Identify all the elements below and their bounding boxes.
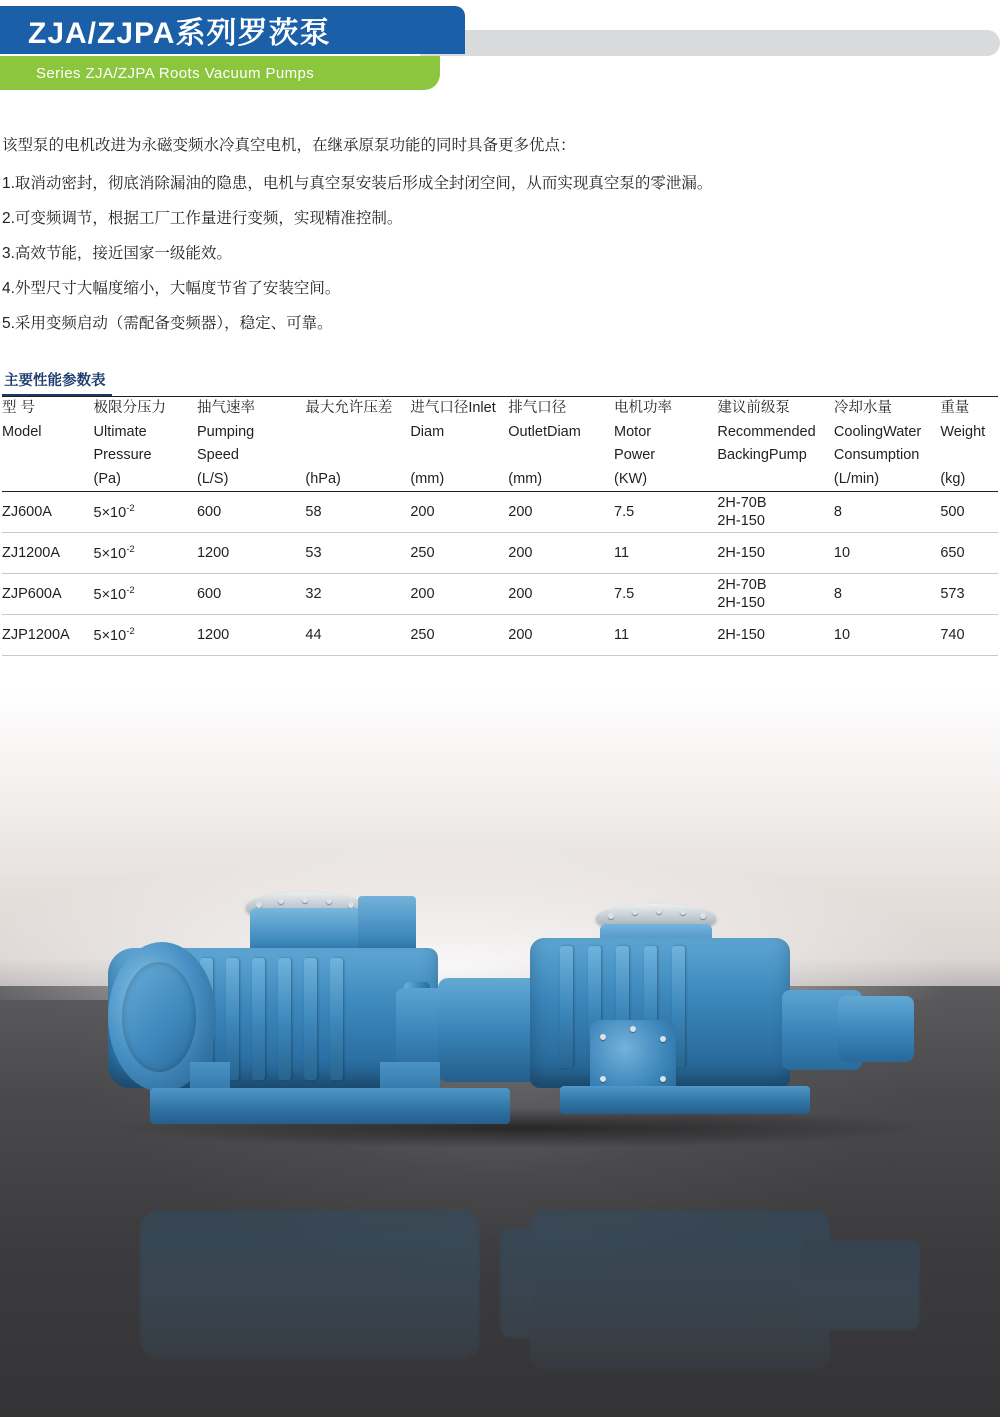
flange-bolt-icon <box>302 897 308 903</box>
page-title-cn: ZJA/ZJPA系列罗茨泵 <box>28 17 331 50</box>
intro-bullet-1: 1.取消动密封，彻底消除漏油的隐患，电机与真空泵安装后形成全封闭空间，从而实现真空泵的零泄漏。 <box>2 175 713 193</box>
th-ultimate-cn: 极限分压力 <box>93 400 167 417</box>
th-motor-en2: Power <box>614 447 656 464</box>
intro-lead: 该型泵的电机改进为永磁变频水冷真空电机，在继承原泵功能的同时具备更多优点： <box>2 137 576 154</box>
flange-bolt-icon <box>326 898 332 904</box>
left-pump-gearbox-cover <box>358 896 416 954</box>
cell-inlet: 250 <box>410 533 508 574</box>
flange-bolt-icon <box>632 909 638 915</box>
th-model-en: Model <box>2 423 42 440</box>
th-speed-en2: Speed <box>196 447 239 464</box>
flange-bolt-icon <box>680 909 686 915</box>
cell-speed: 600 <box>197 574 305 615</box>
cell-backing-line2: 2H-150 <box>717 595 765 612</box>
cell-model: ZJP1200A <box>2 615 94 656</box>
cell-motor: 11 <box>614 615 717 656</box>
cell-model: ZJ1200A <box>2 533 94 574</box>
th-inlet-en2 <box>410 444 508 467</box>
flange-bolt-icon <box>278 898 284 904</box>
cell-outlet: 200 <box>508 574 614 615</box>
cell-ultimate-base: 5×10 <box>93 627 127 644</box>
th-backing-en: Recommended <box>717 423 816 440</box>
th-backing-unit <box>717 468 834 492</box>
intro-section <box>0 134 1000 336</box>
spec-table-section <box>0 368 1000 656</box>
table-row <box>2 492 998 533</box>
cell-backing-line1: 2H-70B <box>717 494 767 511</box>
th-maxdiff-en <box>305 421 410 444</box>
th-speed-en: Pumping <box>196 423 255 440</box>
th-cooling-unit: (L/min) <box>833 470 880 487</box>
flange-bolt-icon <box>700 913 706 919</box>
cell-ultimate <box>94 574 197 615</box>
page-header <box>0 0 1000 96</box>
cell-backing-line2: 2H-150 <box>717 513 765 530</box>
th-inlet-unit: (mm) <box>410 470 445 487</box>
th-cooling-cn: 冷却水量 <box>833 400 892 417</box>
th-speed-cn: 抽气速率 <box>196 400 255 417</box>
cell-weight: 740 <box>940 615 998 656</box>
th-maxdiff-cn: 最大允许压差 <box>305 400 393 417</box>
th-weight-unit: (kg) <box>940 470 966 487</box>
cell-backing <box>717 574 834 615</box>
cell-backing: 2H-150 <box>717 533 834 574</box>
cell-ultimate <box>94 492 197 533</box>
spec-table <box>2 396 998 656</box>
cell-weight: 500 <box>940 492 998 533</box>
cell-maxdiff: 32 <box>305 574 410 615</box>
th-maxdiff-en2 <box>305 444 410 467</box>
header-subtitle-banner <box>0 56 440 90</box>
th-cooling-en: CoolingWater <box>833 423 922 440</box>
th-motor-en: Motor <box>614 423 652 440</box>
th-ultimate-en: Ultimate <box>93 423 147 440</box>
th-cooling-en2: Consumption <box>833 447 920 464</box>
cell-cooling: 8 <box>834 492 940 533</box>
cover-bolt-icon <box>600 1076 606 1082</box>
cell-speed: 1200 <box>197 615 305 656</box>
cell-inlet: 200 <box>410 492 508 533</box>
cell-outlet: 200 <box>508 533 614 574</box>
th-weight-cn: 重量 <box>940 400 970 417</box>
table-header-row-en <box>2 421 998 444</box>
th-ultimate-en2: Pressure <box>93 447 152 464</box>
th-inlet-en: Diam <box>410 423 445 440</box>
pump-floor-reflection <box>100 1120 930 1400</box>
th-speed-unit: (L/S) <box>196 470 229 487</box>
cell-backing <box>717 492 834 533</box>
page-title-en: Series ZJA/ZJPA Roots Vacuum Pumps <box>36 64 315 82</box>
cell-motor: 11 <box>614 533 717 574</box>
table-header-row-units <box>2 468 998 492</box>
cell-model: ZJ600A <box>2 492 94 533</box>
cover-bolt-icon <box>660 1036 666 1042</box>
th-maxdiff-unit: (hPa) <box>305 470 341 487</box>
th-outlet-en2 <box>508 444 614 467</box>
cell-ultimate-base: 5×10 <box>93 586 127 603</box>
cell-motor: 7.5 <box>614 492 717 533</box>
cover-bolt-icon <box>630 1026 636 1032</box>
table-header-row-cn <box>2 397 998 421</box>
cell-ultimate-exp: -2 <box>126 544 135 556</box>
th-model-unit <box>2 468 94 492</box>
cell-motor: 7.5 <box>614 574 717 615</box>
intro-bullet-4: 4.外型尺寸大幅度缩小，大幅度节省了安装空间。 <box>2 280 341 298</box>
th-outlet-en: OutletDiam <box>508 423 581 440</box>
cell-model: ZJP600A <box>2 574 94 615</box>
th-motor-unit: (KW) <box>614 470 648 487</box>
cell-cooling: 10 <box>834 615 940 656</box>
intro-bullet-2: 2.可变频调节，根据工厂工作量进行变频，实现精准控制。 <box>2 210 403 228</box>
th-model-en2 <box>2 444 94 467</box>
flange-bolt-icon <box>608 913 614 919</box>
cell-ultimate-base: 5×10 <box>93 504 127 521</box>
table-row <box>2 533 998 574</box>
cell-weight: 650 <box>940 533 998 574</box>
right-pump-motor <box>838 996 914 1062</box>
cell-weight: 573 <box>940 574 998 615</box>
flange-bolt-icon <box>656 908 662 914</box>
cell-inlet: 250 <box>410 615 508 656</box>
cell-ultimate <box>94 615 197 656</box>
cell-ultimate-exp: -2 <box>126 626 135 638</box>
cell-speed: 600 <box>197 492 305 533</box>
cell-outlet: 200 <box>508 492 614 533</box>
cover-bolt-icon <box>660 1076 666 1082</box>
cell-backing: 2H-150 <box>717 615 834 656</box>
product-photo <box>0 690 1000 1417</box>
th-backing-cn: 建议前级泵 <box>717 400 790 417</box>
cell-ultimate <box>94 533 197 574</box>
header-gray-bar <box>420 30 1000 56</box>
th-weight-en2 <box>940 444 998 467</box>
th-ultimate-unit: (Pa) <box>93 470 121 487</box>
spec-table-label: 主要性能参数表 <box>2 368 112 396</box>
cell-outlet: 200 <box>508 615 614 656</box>
cover-bolt-icon <box>600 1034 606 1040</box>
th-weight-en: Weight <box>940 423 986 440</box>
cell-ultimate-exp: -2 <box>126 585 135 597</box>
table-header-row-en2 <box>2 444 998 467</box>
intro-bullet-3: 3.高效节能，接近国家一级能效。 <box>2 245 232 263</box>
left-pump-end-cap-inner <box>122 962 196 1072</box>
table-row <box>2 574 998 615</box>
table-row <box>2 615 998 656</box>
cell-backing-line1: 2H-70B <box>717 576 767 593</box>
th-outlet-cn: 排气口径 <box>508 400 567 417</box>
cell-inlet: 200 <box>410 574 508 615</box>
cell-cooling: 10 <box>834 533 940 574</box>
th-inlet-cn: 进气口径Inlet <box>410 400 496 417</box>
pump-scene <box>0 690 1000 1417</box>
cell-cooling: 8 <box>834 574 940 615</box>
cell-ultimate-base: 5×10 <box>93 545 127 562</box>
cell-maxdiff: 58 <box>305 492 410 533</box>
cell-ultimate-exp: -2 <box>126 503 135 515</box>
th-outlet-unit: (mm) <box>508 470 543 487</box>
cell-maxdiff: 53 <box>305 533 410 574</box>
right-pump-base-frame <box>560 1086 810 1114</box>
th-backing-en2: BackingPump <box>717 447 807 464</box>
left-pump-base-frame <box>150 1088 510 1124</box>
cell-maxdiff: 44 <box>305 615 410 656</box>
th-motor-cn: 电机功率 <box>614 400 673 417</box>
cell-speed: 1200 <box>197 533 305 574</box>
intro-bullet-5: 5.采用变频启动（需配备变频器），稳定、可靠。 <box>2 315 333 333</box>
th-model-cn: 型 号 <box>2 400 36 417</box>
header-title-banner <box>0 6 465 54</box>
